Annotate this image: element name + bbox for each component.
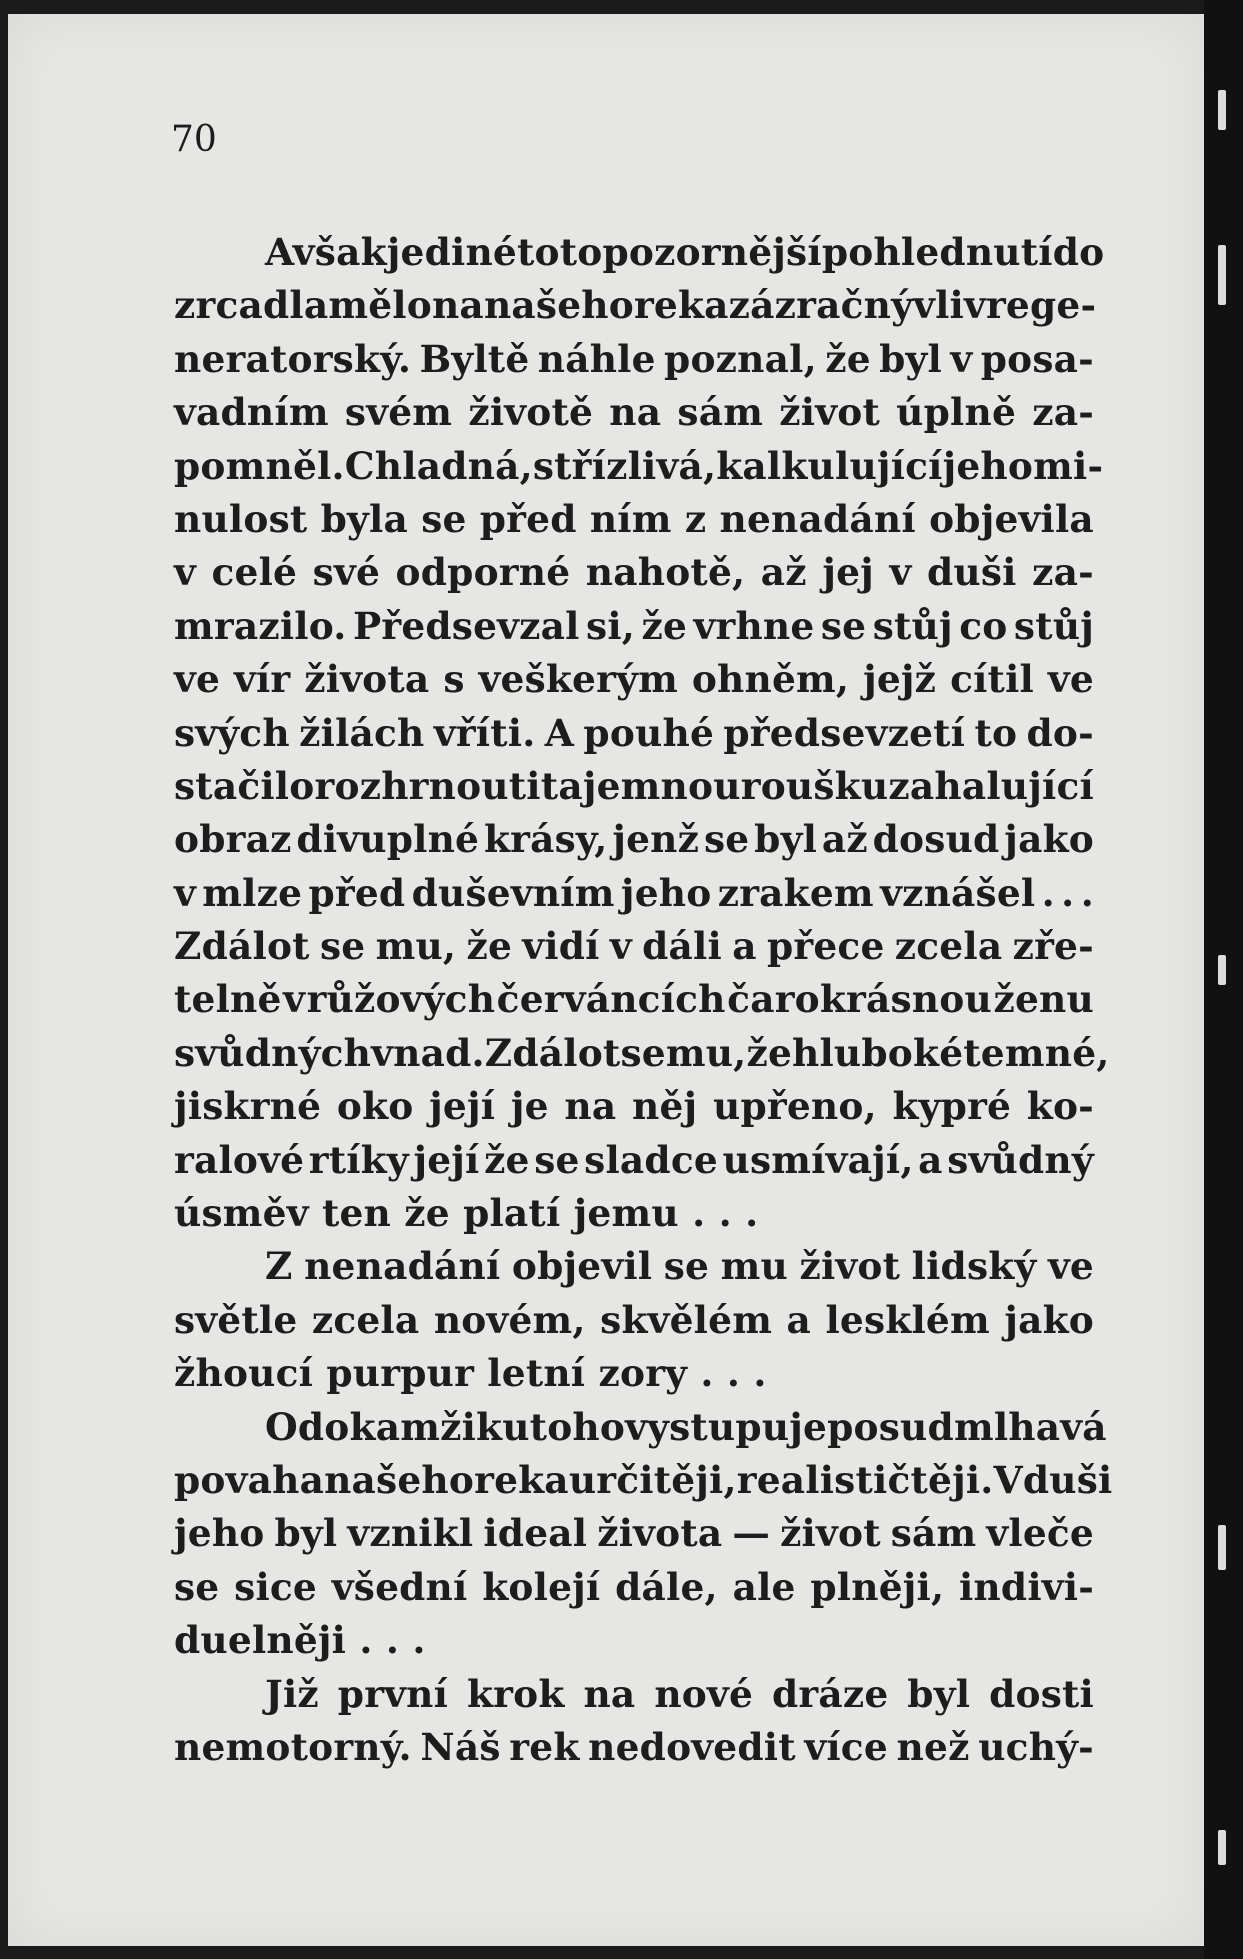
text-line: telně v růžových červáncích čarokrásnou ženu [174,977,1094,1022]
text-line: v mlze před duševním jeho zrakem vznášel . . . [174,870,1094,915]
text-line: ve vír života s veškerým ohněm, jejž cítil ve [174,657,1094,702]
text-line: svých žilách vříti. A pouhé předsevzetí to do- [174,710,1094,755]
text-line: duelněji . . . [174,1618,426,1663]
text-line: pomněl. Chladná, střízlivá, kalkulující jeho mi- [174,443,1104,488]
binding-stitch [1218,245,1226,305]
text-line: vadním svém životě na sám život úplně za- [174,390,1094,435]
page-number: 70 [171,119,217,160]
text-line: ralové rtíky její že se sladce usmívají, a svůdný [174,1137,1094,1182]
text-line: nulost byla se před ním z nenadání objevila [174,496,1094,541]
text-line: zrcadla mělo na našeho reka zázračný vliv rege- [174,283,1097,328]
text-line: světle zcela novém, skvělém a lesklém jako [174,1297,1094,1342]
text-line: nemotorný. Náš rek nedovedit více než uchý- [174,1724,1094,1769]
text-line: neratorský. Byltě náhle poznal, že byl v posa- [174,336,1094,381]
text-line: Již první krok na nové dráze byl dosti [265,1671,1094,1716]
text-line: stačilo rozhrnouti tajemnou roušku zahalující [174,763,1094,808]
text-line: povaha našeho reka určitěji, realističtěji. V duši [174,1457,1113,1502]
binding-stitch [1218,1525,1226,1570]
text-line: Od okamžiku toho vystupuje posud mlhavá [265,1404,1107,1449]
binding-stitch [1218,955,1226,985]
book-page [8,14,1204,1946]
text-line: Avšak jediné toto pozornější pohlednutí do [265,230,1105,274]
text-line: obraz divuplné krásy, jenž se byl až dosud jako [174,817,1094,862]
text-line: mrazilo. Předsevzal si, že vrhne se stůj co stůj [174,603,1094,648]
text-line: jiskrné oko její je na něj upřeno, kypré ko- [174,1084,1094,1129]
text-line: Zdálot se mu, že vidí v dáli a přece zcela zře- [174,924,1094,969]
body-text [174,226,1113,1774]
text-line: žhoucí purpur letní zory . . . [174,1351,767,1396]
binding-stitch [1218,90,1226,130]
text-line: Z nenadání objevil se mu život lidský ve [265,1244,1094,1289]
text-line: svůdných vnad. Zdálot se mu, že hluboké temné, [174,1030,1110,1075]
text-line: jeho byl vznikl ideal života — život sám vleče [174,1511,1094,1556]
binding-stitch [1218,1830,1226,1865]
text-line: se sice všední kolejí dále, ale plněji, indivi- [174,1564,1094,1609]
text-line: úsměv ten že platí jemu . . . [174,1191,759,1236]
book-binding-edge [1204,0,1243,1959]
text-line: v celé své odporné nahotě, až jej v duši za- [174,550,1094,595]
